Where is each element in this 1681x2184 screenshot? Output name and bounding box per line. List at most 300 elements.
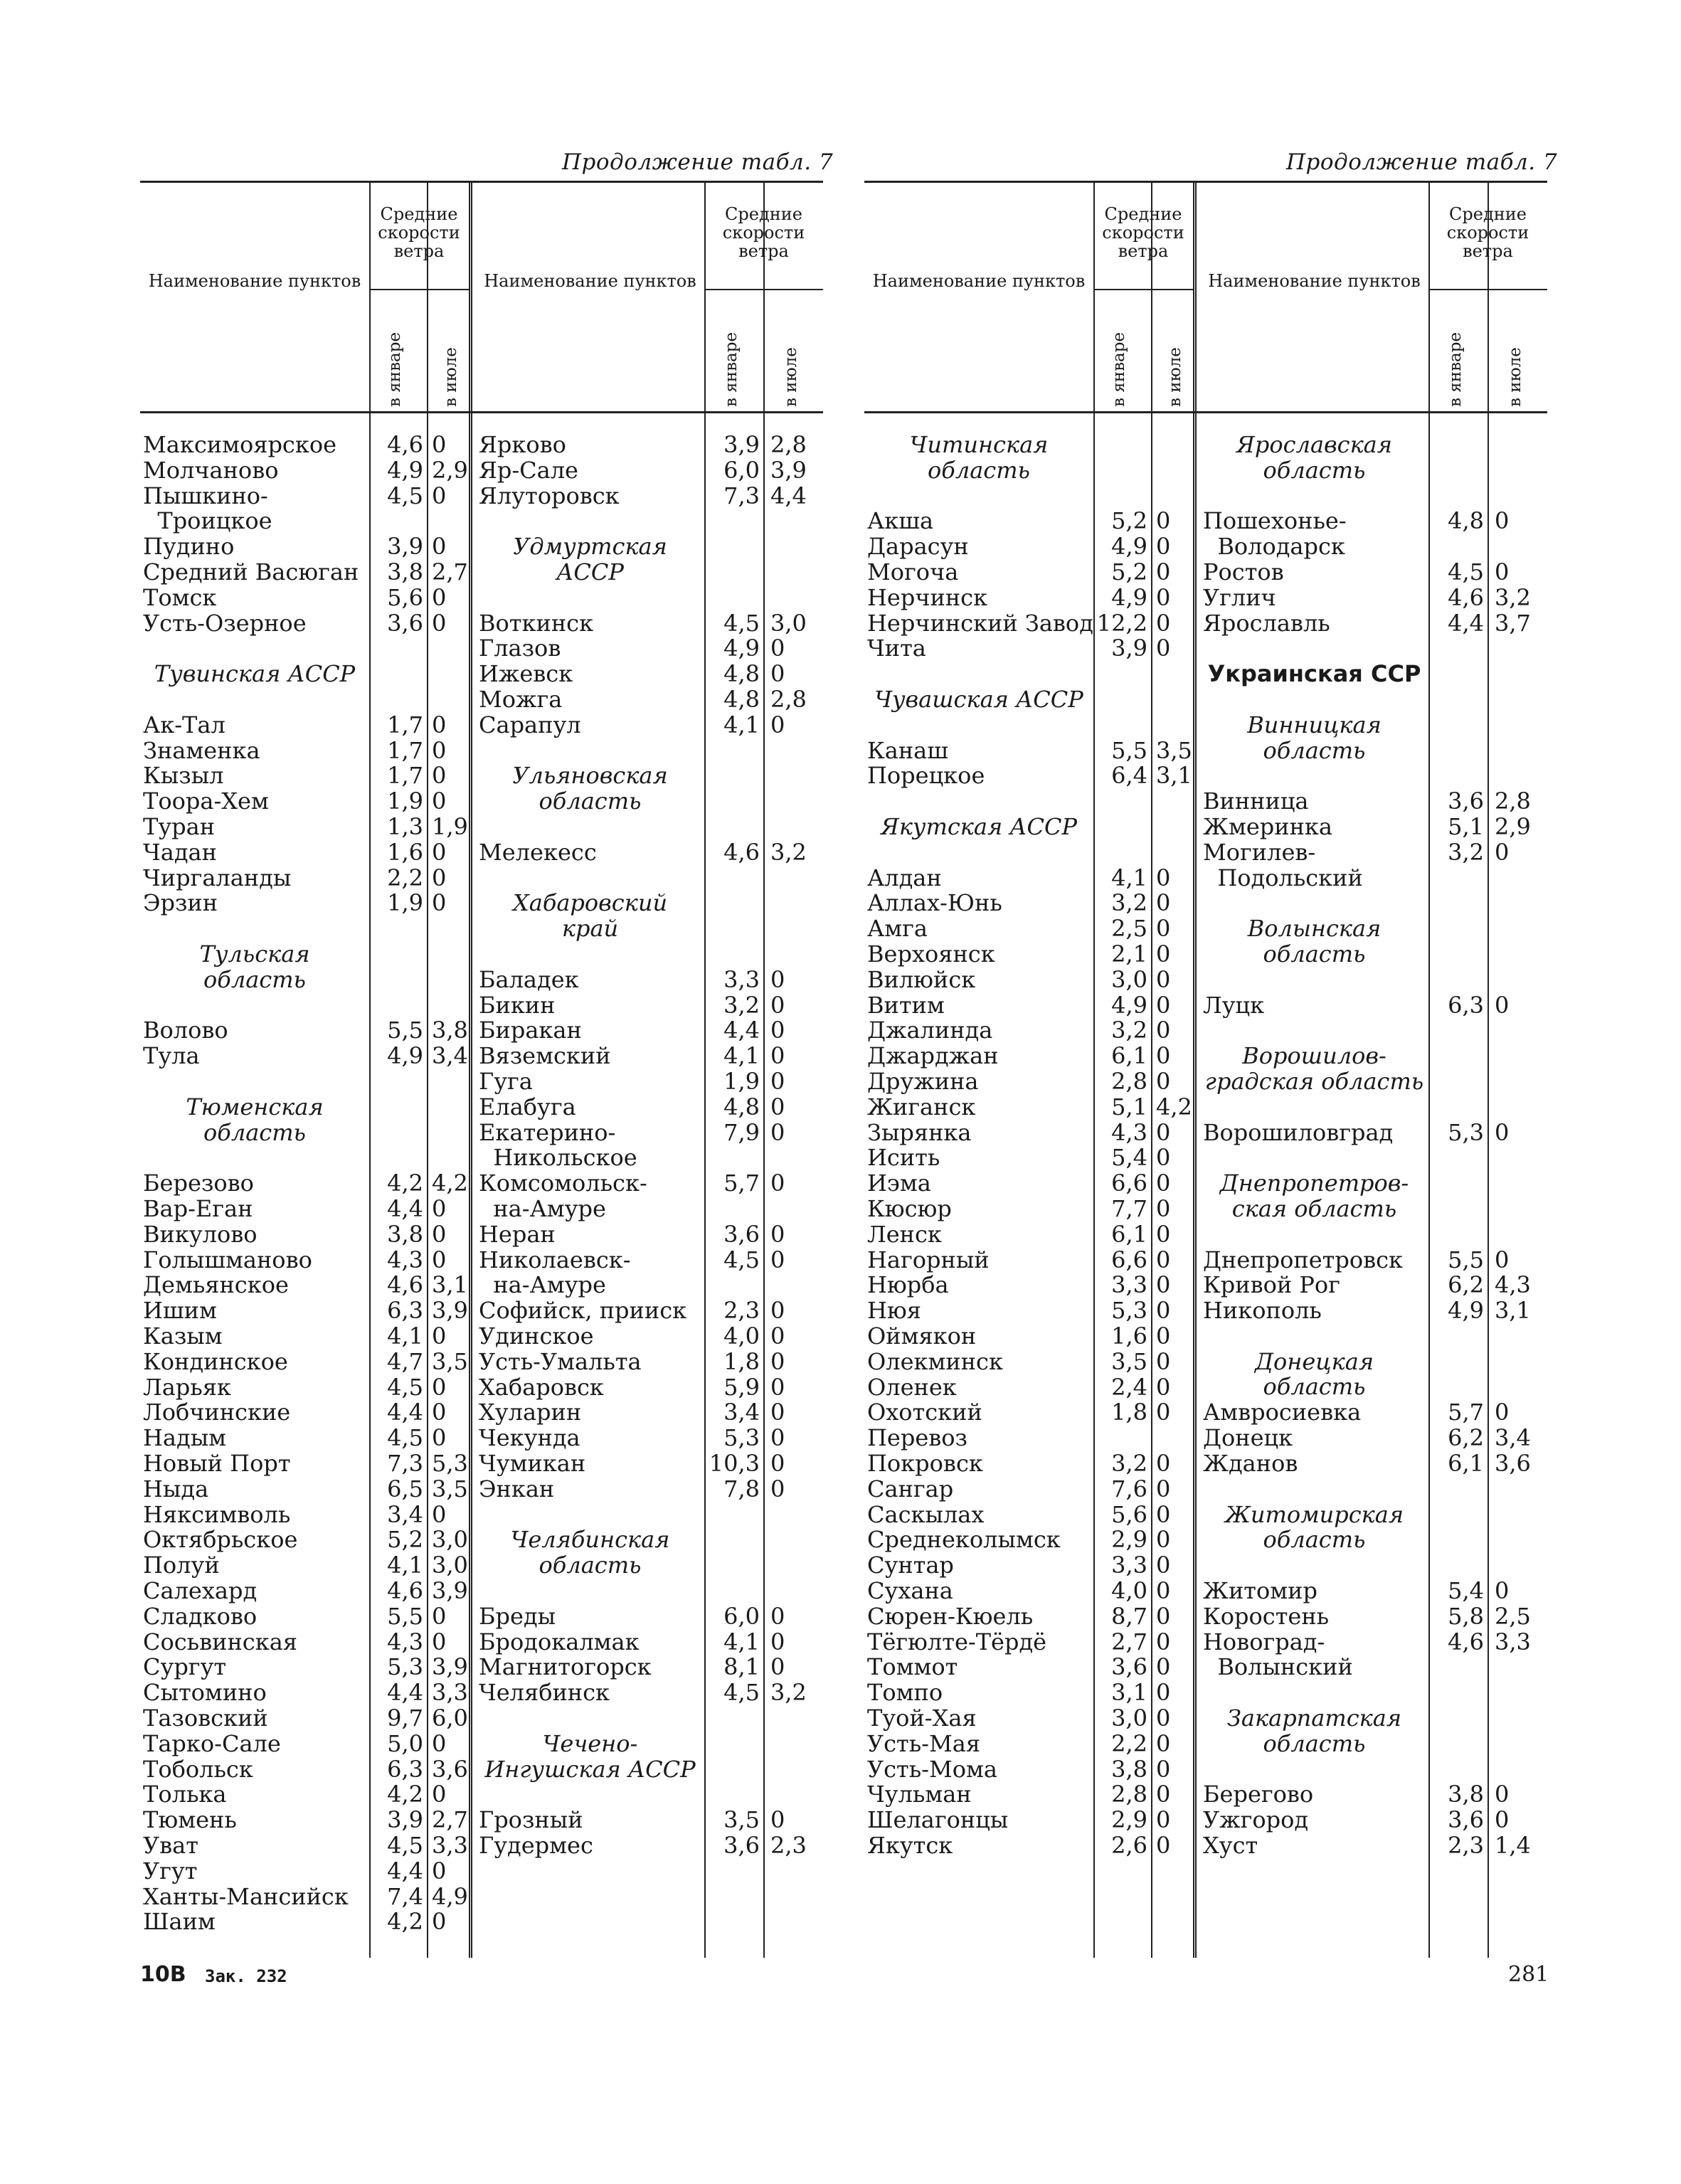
station-name: Луцк [1203, 991, 1265, 1019]
january-speed: 4,6 [1448, 1628, 1484, 1655]
july-speed: 0 [770, 1475, 785, 1502]
footer-code: 10В [140, 1962, 186, 1987]
july-speed: 0 [1156, 1373, 1171, 1401]
right-table-caption: Продолжение табл. 7 [1286, 149, 1558, 175]
july-speed: 0 [1156, 965, 1171, 993]
region-header: Ворошилов- [1242, 1042, 1386, 1070]
station-name: Новый Порт [143, 1450, 291, 1477]
station-name: Томмот [867, 1653, 958, 1681]
january-speed: 4,6 [387, 431, 423, 458]
region-header: край [561, 915, 619, 943]
region-header: Читинская [909, 431, 1049, 458]
january-speed: 5,6 [387, 583, 423, 611]
station-name: Елабуга [479, 1093, 576, 1120]
station-name: Угут [143, 1857, 198, 1885]
station-name: Кызыл [143, 762, 224, 790]
header-january: в январе [722, 332, 741, 407]
station-name: Нюя [867, 1297, 921, 1325]
station-name: Оймякон [867, 1322, 977, 1350]
july-speed: 0 [770, 1628, 785, 1655]
july-speed: 0 [1156, 609, 1171, 637]
january-speed: 3,2 [1448, 838, 1484, 866]
station-name: Жмеринка [1203, 813, 1332, 840]
region-header: область [203, 1118, 306, 1146]
january-speed: 5,5 [387, 1017, 423, 1044]
station-name: Подольский [1203, 864, 1363, 891]
region-header: Тюменская [186, 1093, 324, 1120]
region-header: Житомирская [1224, 1500, 1404, 1528]
station-name: Охотский [867, 1399, 982, 1426]
header-july: в июле [782, 347, 800, 407]
january-speed: 5,7 [1448, 1399, 1484, 1426]
column-divider [1151, 182, 1152, 1958]
january-speed: 6,3 [387, 1755, 423, 1783]
station-name: Амвросиевка [1203, 1399, 1362, 1426]
region-header: Чечено- [542, 1729, 638, 1757]
january-speed: 3,1 [1111, 1679, 1147, 1707]
january-speed: 3,0 [1111, 965, 1147, 993]
july-speed: 0 [770, 1297, 785, 1325]
january-speed: 12,2 [1096, 609, 1147, 637]
january-speed: 6,3 [1448, 991, 1484, 1019]
january-speed: 6,0 [723, 1602, 760, 1630]
july-speed: 0 [1156, 507, 1171, 535]
station-name: Туран [143, 813, 216, 840]
station-name: Акша [867, 507, 934, 535]
july-speed: 0 [770, 965, 785, 993]
july-speed: 0 [432, 1322, 447, 1350]
region-header: область [1263, 1526, 1366, 1554]
january-speed: 4,1 [723, 1628, 760, 1655]
july-speed: 0 [1156, 915, 1171, 943]
january-speed: 4,5 [387, 482, 423, 509]
right-table [864, 172, 1547, 1958]
table-header-rule [140, 411, 823, 413]
july-speed: 0 [770, 635, 785, 662]
july-speed: 0 [770, 1602, 785, 1630]
july-speed: 5,3 [432, 1450, 468, 1477]
region-header: Хабаровский [512, 889, 668, 917]
january-speed: 4,8 [1448, 507, 1484, 535]
july-speed: 0 [432, 762, 447, 790]
january-speed: 4,9 [387, 456, 423, 484]
station-name: Сладково [143, 1602, 258, 1630]
january-speed: 5,5 [387, 1602, 423, 1630]
january-speed: 1,6 [1111, 1322, 1147, 1350]
january-speed: 4,5 [1448, 558, 1484, 585]
january-speed: 4,8 [723, 660, 760, 688]
july-speed: 0 [1156, 1322, 1171, 1350]
january-speed: 3,6 [723, 1220, 760, 1248]
january-speed: 3,5 [1111, 1347, 1147, 1375]
july-speed: 0 [432, 1628, 447, 1655]
station-name: Казым [143, 1322, 223, 1350]
july-speed: 0 [432, 711, 447, 738]
january-speed: 6,1 [1111, 1042, 1147, 1070]
station-name: Чиргаланды [143, 864, 292, 891]
station-name: Можга [479, 686, 563, 713]
station-name: Володарск [1203, 533, 1345, 561]
station-name: Коростень [1203, 1602, 1330, 1630]
july-speed: 0 [1156, 1500, 1171, 1528]
july-speed: 0 [770, 660, 785, 688]
july-speed: 0 [1156, 1781, 1171, 1808]
july-speed: 0 [1156, 1705, 1171, 1732]
region-header: область [539, 788, 642, 815]
station-name: Магнитогорск [479, 1653, 652, 1681]
station-name: Томск [143, 583, 217, 611]
january-speed: 4,3 [1111, 1118, 1147, 1146]
january-speed: 5,3 [1448, 1118, 1484, 1146]
station-name: Ужгород [1203, 1806, 1309, 1834]
july-speed: 0 [1156, 864, 1171, 891]
july-speed: 0 [770, 1220, 785, 1248]
july-speed: 1,9 [432, 813, 468, 840]
july-speed: 3,7 [1495, 609, 1531, 637]
january-speed: 6,6 [1111, 1246, 1147, 1273]
july-speed: 0 [1156, 940, 1171, 968]
header-january: в январе [1110, 332, 1128, 407]
column-divider [1488, 182, 1489, 1958]
january-speed: 2,9 [1111, 1806, 1147, 1834]
station-name: Сосьвинская [143, 1628, 297, 1655]
header-july: в июле [442, 347, 460, 407]
station-name: Ханты-Мансийск [143, 1882, 349, 1910]
july-speed: 3,1 [1495, 1297, 1531, 1325]
july-speed: 2,7 [432, 1806, 468, 1834]
january-speed: 4,8 [723, 1093, 760, 1120]
july-speed: 0 [1156, 1450, 1171, 1477]
january-speed: 7,3 [387, 1450, 423, 1477]
january-speed: 5,2 [1111, 507, 1147, 535]
january-speed: 8,1 [723, 1653, 760, 1681]
january-speed: 3,9 [387, 1806, 423, 1834]
july-speed: 0 [1156, 1552, 1171, 1579]
january-speed: 1,8 [1111, 1399, 1147, 1426]
july-speed: 3,6 [432, 1755, 468, 1783]
july-speed: 0 [770, 1017, 785, 1044]
july-speed: 0 [432, 864, 447, 891]
january-speed: 4,0 [1111, 1577, 1147, 1604]
july-speed: 0 [1156, 1628, 1171, 1655]
station-name: Ялуторовск [479, 482, 620, 509]
july-speed: 0 [1156, 1170, 1171, 1197]
region-header: АССР [556, 558, 624, 585]
station-name: Берегово [1203, 1781, 1314, 1808]
january-speed: 5,1 [1448, 813, 1484, 840]
header-name: Наименование пунктов [484, 271, 696, 291]
station-name: Неран [479, 1220, 556, 1248]
station-name: Кондинское [143, 1347, 288, 1375]
january-speed: 3,4 [723, 1399, 760, 1426]
july-speed: 0 [1156, 991, 1171, 1019]
january-speed: 7,8 [723, 1475, 760, 1502]
station-name: Порецкое [867, 762, 985, 790]
january-speed: 4,5 [387, 1373, 423, 1401]
january-speed: 4,1 [723, 711, 760, 738]
july-speed: 0 [1495, 1246, 1510, 1273]
january-speed: 1,9 [723, 1068, 760, 1095]
january-speed: 4,4 [387, 1399, 423, 1426]
july-speed: 4,3 [1495, 1271, 1531, 1299]
july-speed: 3,9 [770, 456, 807, 484]
station-name: Усть-Умальта [479, 1347, 642, 1375]
station-name: Нагорный [867, 1246, 990, 1273]
july-speed: 0 [432, 1373, 447, 1401]
july-speed: 3,8 [432, 1017, 468, 1044]
july-speed: 0 [1495, 1118, 1510, 1146]
table-top-rule [140, 181, 823, 183]
station-name: Вилюйск [867, 965, 976, 993]
station-name: Гудермес [479, 1832, 593, 1859]
january-speed: 4,2 [387, 1908, 423, 1936]
july-speed: 0 [1156, 1806, 1171, 1834]
region-header: Волынская [1247, 915, 1382, 943]
january-speed: 5,7 [723, 1170, 760, 1197]
speed-subheader-rule [704, 289, 823, 290]
january-speed: 4,1 [387, 1322, 423, 1350]
july-speed: 0 [1495, 1806, 1510, 1834]
july-speed: 3,9 [432, 1653, 468, 1681]
january-speed: 2,9 [1111, 1526, 1147, 1554]
july-speed: 0 [432, 583, 447, 611]
station-name: Тобольск [143, 1755, 253, 1783]
station-name: Ярославль [1203, 609, 1330, 637]
january-speed: 7,6 [1111, 1475, 1147, 1502]
july-speed: 0 [432, 482, 447, 509]
july-speed: 0 [770, 1068, 785, 1095]
station-name: на-Амуре [479, 1195, 606, 1222]
left-table [140, 172, 823, 1958]
table-top-rule [864, 181, 1547, 183]
january-speed: 4,0 [723, 1322, 760, 1350]
july-speed: 0 [432, 1246, 447, 1273]
july-speed: 0 [432, 1729, 447, 1757]
january-speed: 6,5 [387, 1475, 423, 1502]
january-speed: 4,4 [387, 1195, 423, 1222]
station-name: на-Амуре [479, 1271, 606, 1299]
region-header: Ингушская АССР [484, 1755, 696, 1783]
january-speed: 4,5 [723, 609, 760, 637]
station-name: Усть-Озерное [143, 609, 307, 637]
july-speed: 0 [770, 1042, 785, 1070]
station-name: Чита [867, 635, 926, 662]
station-name: Сюрен-Кюель [867, 1602, 1034, 1630]
station-name: Донецк [1203, 1424, 1293, 1452]
july-speed: 0 [1156, 1475, 1171, 1502]
january-speed: 3,6 [387, 609, 423, 637]
station-name: Сангар [867, 1475, 954, 1502]
region-header: Ярославская [1236, 431, 1392, 458]
region-header: Тульская [199, 940, 310, 968]
station-name: Никополь [1203, 1297, 1322, 1325]
january-speed: 1,6 [387, 838, 423, 866]
station-name: Эрзин [143, 889, 218, 917]
july-speed: 0 [432, 1500, 447, 1528]
january-speed: 6,6 [1111, 1170, 1147, 1197]
region-header: Челябинская [510, 1526, 670, 1554]
july-speed: 0 [432, 838, 447, 866]
july-speed: 2,7 [432, 558, 468, 585]
january-speed: 7,9 [723, 1118, 760, 1146]
station-name: Троицкое [143, 507, 272, 535]
station-name: Баладек [479, 965, 579, 993]
station-name: Викулово [143, 1220, 258, 1248]
january-speed: 4,9 [1448, 1297, 1484, 1325]
july-speed: 0 [432, 736, 447, 764]
header-july: в июле [1166, 347, 1184, 407]
station-name: Чульман [867, 1781, 972, 1808]
july-speed: 0 [1156, 1832, 1171, 1859]
station-name: Сургут [143, 1653, 227, 1681]
january-speed: 3,8 [387, 558, 423, 585]
january-speed: 5,4 [1111, 1144, 1147, 1172]
january-speed: 4,1 [1111, 864, 1147, 891]
station-name: Сарапул [479, 711, 581, 738]
station-name: Молчаново [143, 456, 279, 484]
july-speed: 0 [770, 991, 785, 1019]
july-speed: 0 [1495, 1577, 1510, 1604]
july-speed: 0 [432, 788, 447, 815]
january-speed: 2,3 [723, 1297, 760, 1325]
january-speed: 2,2 [387, 864, 423, 891]
header-speeds: Средние скорости ветра [1446, 204, 1529, 261]
january-speed: 6,4 [1111, 762, 1147, 790]
column-divider [427, 182, 428, 1958]
july-speed: 0 [432, 1424, 447, 1452]
july-speed: 0 [1156, 533, 1171, 561]
january-speed: 3,8 [1111, 1755, 1147, 1783]
station-name: Максимоярское [143, 431, 337, 458]
january-speed: 6,1 [1448, 1450, 1484, 1477]
column-divider [763, 182, 765, 1958]
january-speed: 7,7 [1111, 1195, 1147, 1222]
july-speed: 0 [1156, 1653, 1171, 1681]
station-name: Октябрьское [143, 1526, 298, 1554]
july-speed: 0 [770, 1399, 785, 1426]
january-speed: 5,6 [1111, 1500, 1147, 1528]
january-speed: 5,2 [387, 1526, 423, 1554]
station-name: Грозный [479, 1806, 583, 1834]
left-table-caption: Продолжение табл. 7 [562, 149, 834, 175]
station-name: Бикин [479, 991, 556, 1019]
january-speed: 3,6 [1448, 1806, 1484, 1834]
region-header: Украинская ССР [1207, 660, 1421, 688]
footer-order: Зак. 232 [205, 1966, 287, 1986]
july-speed: 0 [770, 1347, 785, 1375]
station-name: Волово [143, 1017, 228, 1044]
station-name: Винница [1203, 788, 1309, 815]
station-name: Вар-Еган [143, 1195, 253, 1222]
july-speed: 2,5 [1495, 1602, 1531, 1630]
region-header: Чувашская АССР [874, 686, 1083, 713]
july-speed: 0 [1156, 1577, 1171, 1604]
january-speed: 4,5 [723, 1246, 760, 1273]
july-speed: 0 [770, 1653, 785, 1681]
january-speed: 2,8 [1111, 1068, 1147, 1095]
station-name: Софийск, прииск [479, 1297, 687, 1325]
january-speed: 4,9 [723, 635, 760, 662]
january-speed: 4,9 [1111, 583, 1147, 611]
station-name: Тазовский [143, 1705, 268, 1732]
january-speed: 4,6 [387, 1271, 423, 1299]
july-speed: 0 [1495, 507, 1510, 535]
july-speed: 0 [770, 1424, 785, 1452]
july-speed: 0 [1156, 635, 1171, 662]
january-speed: 4,4 [1448, 609, 1484, 637]
january-speed: 3,9 [387, 533, 423, 561]
station-name: Канаш [867, 736, 948, 764]
july-speed: 4,2 [432, 1170, 468, 1197]
july-speed: 4,4 [770, 482, 807, 509]
july-speed: 2,8 [770, 686, 807, 713]
station-name: Иэма [867, 1170, 931, 1197]
station-name: Верхоянск [867, 940, 995, 968]
july-speed: 0 [1156, 1755, 1171, 1783]
station-name: Березово [143, 1170, 254, 1197]
station-name: Усть-Мома [867, 1755, 997, 1783]
station-name: Тарко-Сале [143, 1729, 281, 1757]
january-speed: 3,9 [723, 431, 760, 458]
station-name: Нерчинск [867, 583, 988, 611]
region-header: область [928, 456, 1030, 484]
station-name: Сунтар [867, 1552, 954, 1579]
station-name: Знаменка [143, 736, 260, 764]
july-speed: 0 [1495, 558, 1510, 585]
january-speed: 4,8 [723, 686, 760, 713]
region-header: область [539, 1552, 642, 1579]
station-name: Хуст [1203, 1832, 1258, 1859]
july-speed: 0 [432, 1908, 447, 1936]
july-speed: 0 [432, 889, 447, 917]
january-speed: 3,2 [723, 991, 760, 1019]
station-name: Ишим [143, 1297, 217, 1325]
january-speed: 4,9 [1111, 533, 1147, 561]
january-speed: 5,5 [1111, 736, 1147, 764]
july-speed: 0 [1156, 1118, 1171, 1146]
january-speed: 2,7 [1111, 1628, 1147, 1655]
july-speed: 0 [1156, 1271, 1171, 1299]
station-name: Джарджан [867, 1042, 999, 1070]
january-speed: 2,3 [1448, 1832, 1484, 1859]
january-speed: 4,6 [723, 838, 760, 866]
station-name: Голышманово [143, 1246, 312, 1273]
header-name: Наименование пунктов [872, 271, 1086, 291]
july-speed: 0 [1156, 1042, 1171, 1070]
july-speed: 0 [1495, 838, 1510, 866]
january-speed: 3,2 [1111, 889, 1147, 917]
station-name: Шелагонцы [867, 1806, 1009, 1834]
january-speed: 4,2 [387, 1170, 423, 1197]
july-speed: 3,1 [1156, 762, 1192, 790]
january-speed: 1,8 [723, 1347, 760, 1375]
station-name: Салехард [143, 1577, 258, 1604]
july-speed: 0 [432, 1602, 447, 1630]
january-speed: 1,3 [387, 813, 423, 840]
station-name: Дарасун [867, 533, 969, 561]
header-speeds: Средние скорости ветра [378, 204, 460, 261]
header-july: в июле [1506, 347, 1524, 407]
station-name: Надым [143, 1424, 227, 1452]
station-name: Пышкино- [143, 482, 268, 509]
station-name: Пошехонье- [1203, 507, 1347, 535]
station-name: Чекунда [479, 1424, 580, 1452]
station-name: Челябинск [479, 1679, 610, 1707]
header-name: Наименование пунктов [148, 271, 361, 291]
july-speed: 0 [1156, 1399, 1171, 1426]
july-speed: 3,2 [1495, 583, 1531, 611]
station-name: Воткинск [479, 609, 594, 637]
